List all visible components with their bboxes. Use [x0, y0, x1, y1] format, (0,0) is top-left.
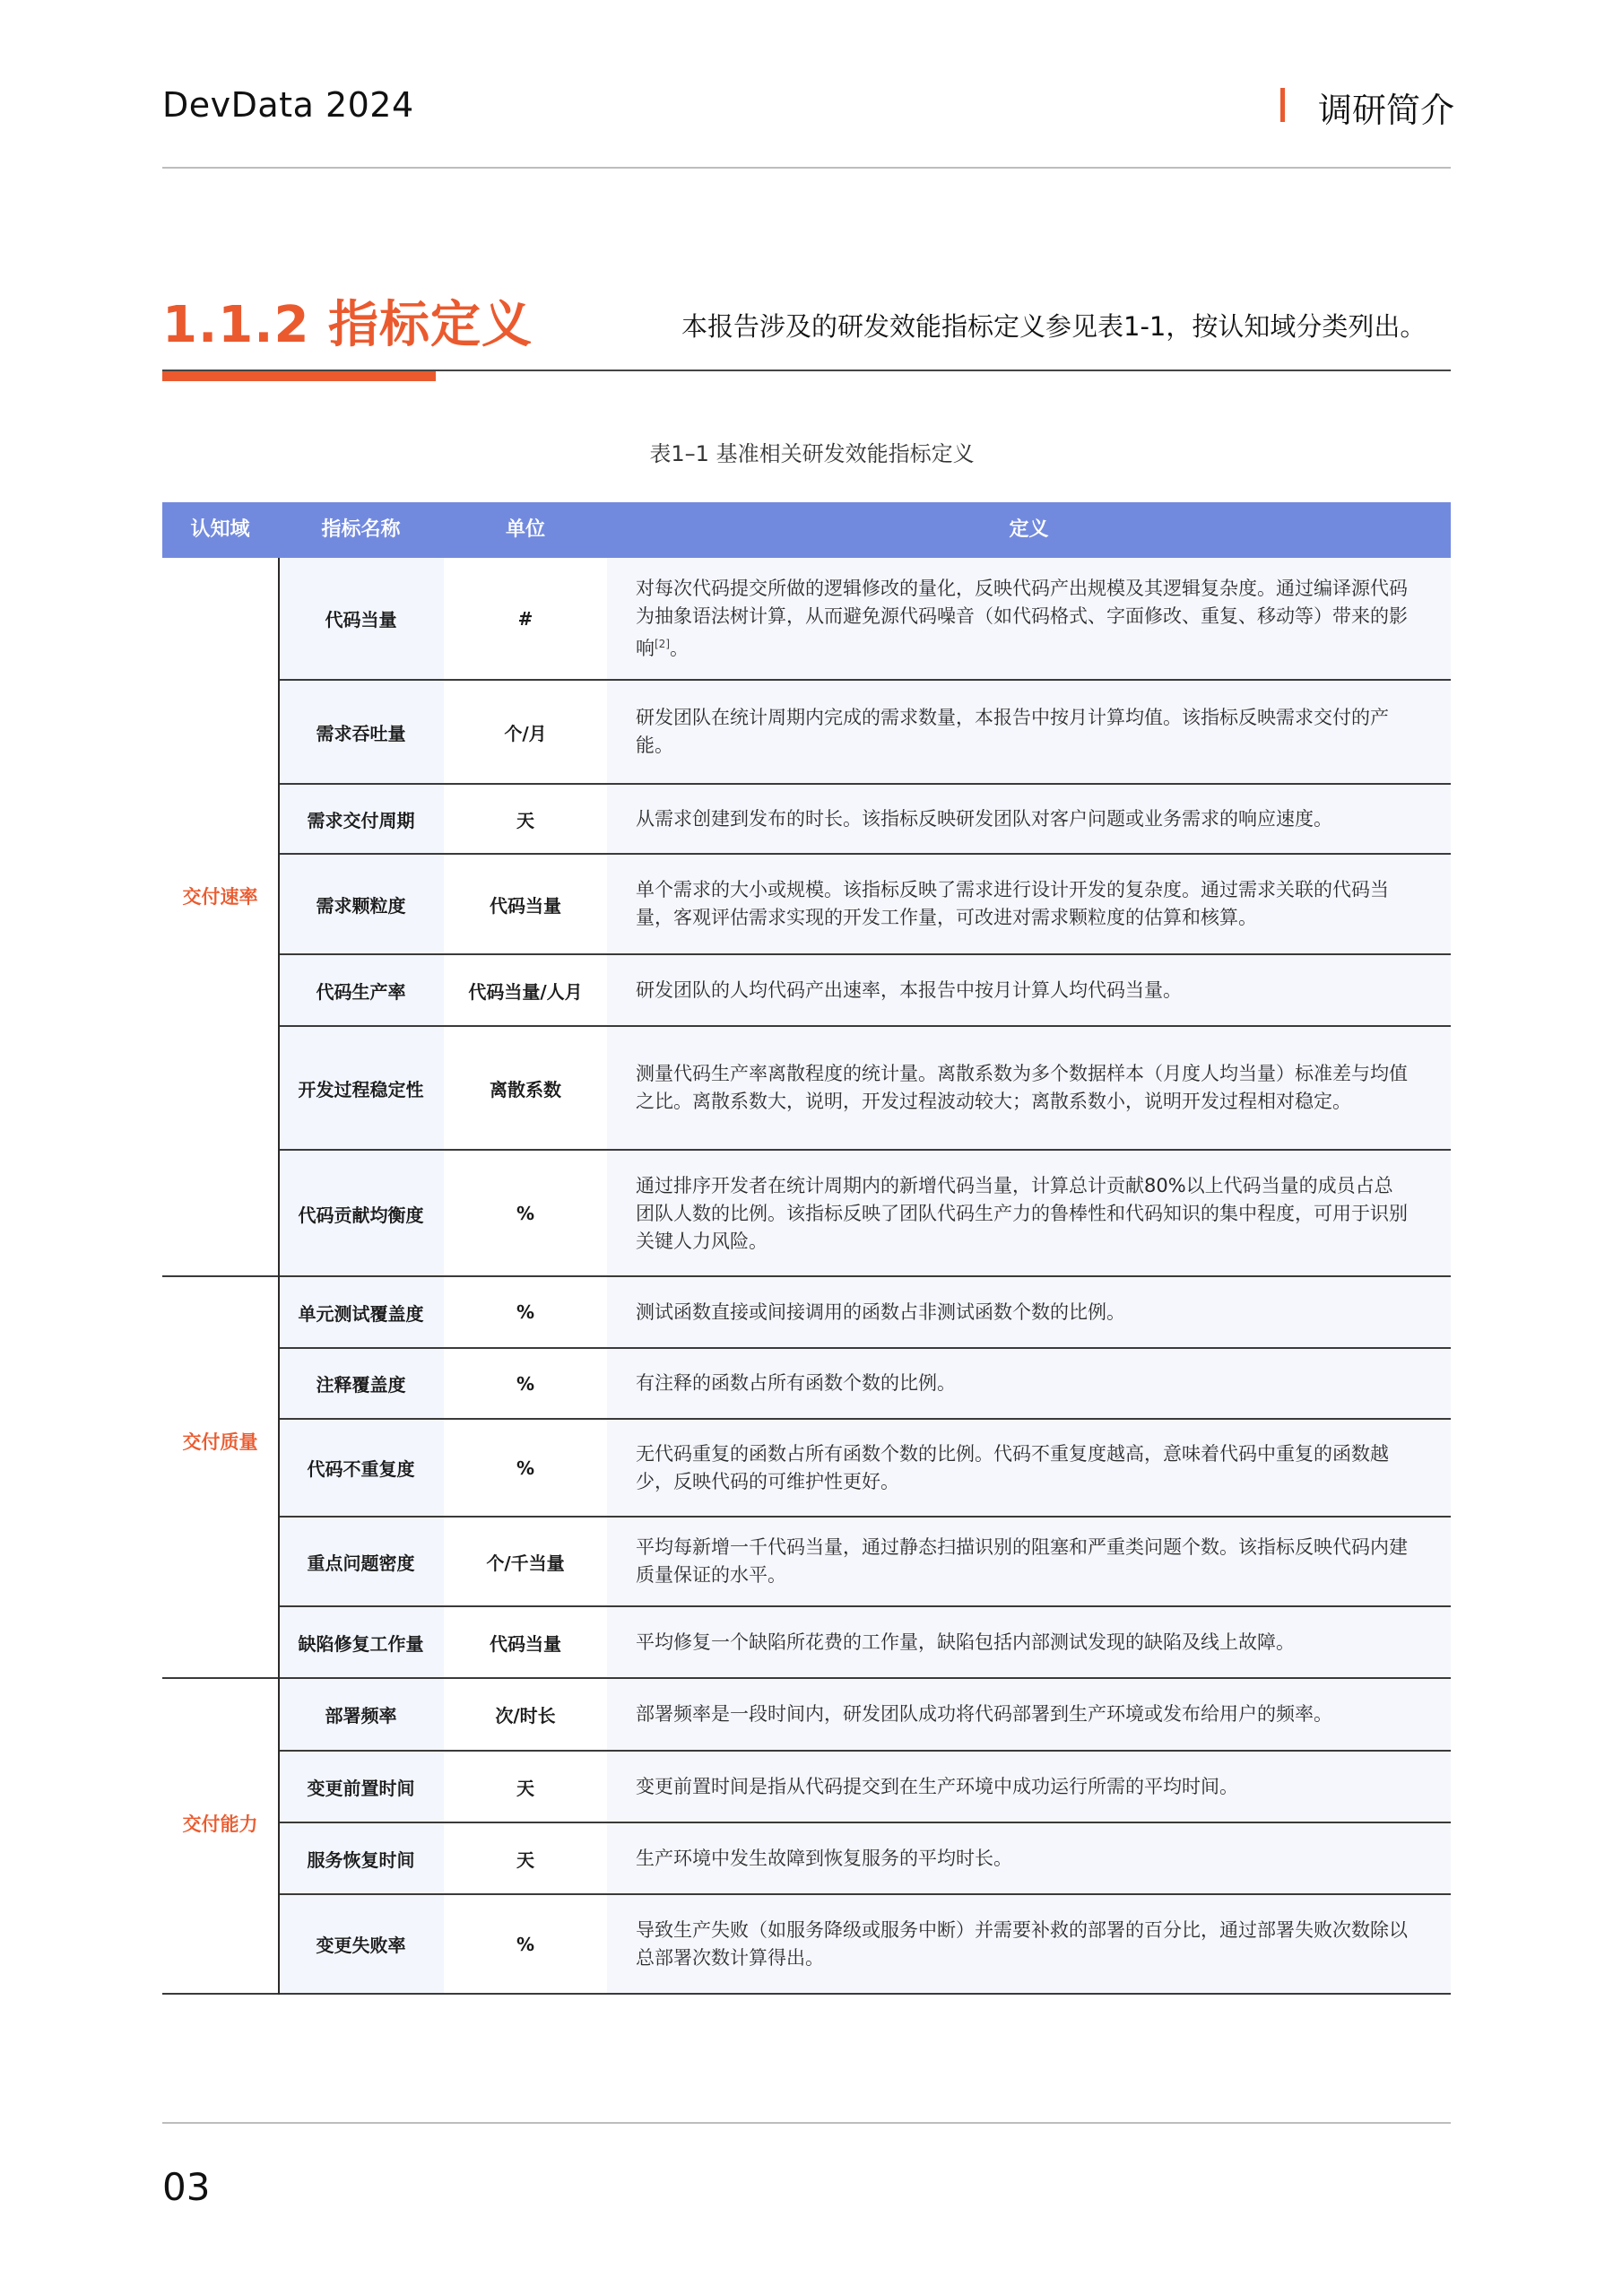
- metric-unit: 天: [444, 1823, 607, 1893]
- metric-unit: 代码当量: [444, 1607, 607, 1678]
- metric-unit: %: [444, 1895, 607, 1993]
- metric-name: 服务恢复时间: [278, 1823, 444, 1893]
- header-accent-bar: [1280, 88, 1285, 122]
- metric-name: 缺陷修复工作量: [278, 1607, 444, 1678]
- metric-unit: 天: [444, 785, 607, 853]
- metric-name: 代码不重复度: [278, 1420, 444, 1516]
- table-row: [278, 783, 1451, 853]
- table-row: [278, 953, 1451, 1025]
- footer-divider: [162, 2122, 1451, 2124]
- table-row: [278, 679, 1451, 783]
- table-row: [278, 558, 1451, 679]
- metric-definition: 部署频率是一段时间内，研发团队成功将代码部署到生产环境或发布给用户的频率。: [607, 1679, 1451, 1750]
- metric-definition: 测试函数直接或间接调用的函数占非测试函数个数的比例。: [607, 1277, 1451, 1347]
- domain-label-delivery-capability: [162, 1678, 278, 1993]
- column-header-unit: 单位: [505, 518, 545, 541]
- metric-unit: %: [444, 1151, 607, 1276]
- metric-name: 代码生产率: [278, 955, 444, 1025]
- metric-unit: 次/时长: [444, 1679, 607, 1750]
- table-row: [278, 1277, 1451, 1347]
- definition-text: 对每次代码提交所做的逻辑修改的量化，反映代码产出规模及其逻辑复杂度。通过编译源代码为抽象语法树计算，从而避免源代码噪音（如代码格式、字面修改、重复、移动等）带来的影响: [636, 577, 1408, 659]
- domain-label-text: 交付质量: [182, 1431, 258, 1453]
- metric-definition: 测量代码生产率离散程度的统计量。离散系数为多个数据样本（月度人均当量）标准差与均值之比。离散系数大，说明，开发过程波动较大；离散系数小，说明开发过程相对稳定。: [607, 1027, 1451, 1149]
- metric-definition: [607, 558, 1451, 679]
- page-number: 03: [162, 2165, 211, 2209]
- metric-definition: 平均修复一个缺陷所花费的工作量，缺陷包括内部测试发现的缺陷及线上故障。: [607, 1607, 1451, 1678]
- metric-name: 需求颗粒度: [278, 855, 444, 953]
- table-row: [278, 1750, 1451, 1822]
- metric-name: 代码当量: [278, 558, 444, 679]
- table-row: [278, 1347, 1451, 1418]
- metric-unit: %: [444, 1349, 607, 1418]
- table-row: [278, 1516, 1451, 1605]
- metric-unit: 天: [444, 1752, 607, 1822]
- metric-unit: %: [444, 1420, 607, 1516]
- metric-unit: 代码当量: [444, 855, 607, 953]
- header-divider: [162, 167, 1451, 169]
- column-header-metric-name: 指标名称: [321, 518, 401, 541]
- metric-unit: 离散系数: [444, 1027, 607, 1149]
- definition-tail: 。: [670, 637, 689, 659]
- metric-unit: %: [444, 1277, 607, 1347]
- metric-name: 单元测试覆盖度: [278, 1277, 444, 1347]
- table-row: [278, 1149, 1451, 1276]
- column-header-domain: 认知域: [190, 518, 250, 541]
- domain-label-delivery-quality: [162, 1276, 278, 1605]
- metric-name: 注释覆盖度: [278, 1349, 444, 1418]
- report-title: DevData 2024: [162, 85, 414, 125]
- metric-definition: 研发团队的人均代码产出速率，本报告中按月计算人均代码当量。: [607, 955, 1451, 1025]
- table-row: [278, 1822, 1451, 1893]
- table-header: [162, 502, 1451, 558]
- metric-unit: #: [444, 558, 607, 679]
- metric-name: 需求吞吐量: [278, 681, 444, 783]
- table-row: [278, 1605, 1451, 1678]
- metric-definition: 导致生产失败（如服务降级或服务中断）并需要补救的部署的百分比，通过部署失败次数除以总部署次数计算得出。: [607, 1895, 1451, 1993]
- metric-name: 重点问题密度: [278, 1518, 444, 1605]
- metric-definition: 研发团队在统计周期内完成的需求数量，本报告中按月计算均值。该指标反映需求交付的产能。: [607, 681, 1451, 783]
- table-row: [278, 1025, 1451, 1149]
- metric-name: 开发过程稳定性: [278, 1027, 444, 1149]
- metric-unit: 代码当量/人月: [444, 955, 607, 1025]
- metric-unit: 个/千当量: [444, 1518, 607, 1605]
- metric-definition: 平均每新增一千代码当量，通过静态扫描识别的阻塞和严重类问题个数。该指标反映代码内建质量保证的水平。: [607, 1518, 1451, 1605]
- metric-name: 需求交付周期: [278, 785, 444, 853]
- section-accent-underline: [162, 371, 436, 381]
- column-header-definition: 定义: [1009, 518, 1049, 541]
- metric-definition: 通过排序开发者在统计周期内的新增代码当量，计算总计贡献80%以上代码当量的成员占总团队人数的比例。该指标反映了团队代码生产力的鲁棒性和代码知识的集中程度，可用于识别关键人力风险。: [607, 1151, 1451, 1276]
- table-caption-text: 表1–1 基准相关研发效能指标定义: [649, 441, 975, 466]
- metric-name: 部署频率: [278, 1679, 444, 1750]
- metric-definition: 变更前置时间是指从代码提交到在生产环境中成功运行所需的平均时间。: [607, 1752, 1451, 1822]
- metric-definition: 有注释的函数占所有函数个数的比例。: [607, 1349, 1451, 1418]
- metric-name: 代码贡献均衡度: [278, 1151, 444, 1276]
- table-row: [278, 1679, 1451, 1750]
- domain-label-text: 交付速率: [182, 885, 258, 908]
- table-row: [278, 853, 1451, 953]
- metric-name: 变更前置时间: [278, 1752, 444, 1822]
- domain-column-divider: [278, 558, 280, 1995]
- table-row: [278, 1418, 1451, 1516]
- table-caption: [0, 436, 1622, 467]
- table-bottom-rule: [162, 1993, 1451, 1995]
- citation-ref: [2]: [655, 637, 670, 650]
- section-title: 1.1.2 指标定义: [162, 296, 533, 354]
- domain-label-delivery-speed: [162, 558, 278, 1276]
- domain-label-text: 交付能力: [182, 1813, 258, 1835]
- metric-definition: 生产环境中发生故障到恢复服务的平均时长。: [607, 1823, 1451, 1893]
- table-row: [278, 1893, 1451, 1993]
- metric-name: 变更失败率: [278, 1895, 444, 1993]
- metric-definition: 单个需求的大小或规模。该指标反映了需求进行设计开发的复杂度。通过需求关联的代码当量，客观评估需求实现的开发工作量，可改进对需求颗粒度的估算和核算。: [607, 855, 1451, 953]
- metric-definition: 无代码重复的函数占所有函数个数的比例。代码不重复度越高，意味着代码中重复的函数越少，反映代码的可维护性更好。: [607, 1420, 1451, 1516]
- metric-unit: 个/月: [444, 681, 607, 783]
- section-description: 本报告涉及的研发效能指标定义参见表1-1，按认知域分类列出。: [681, 311, 1427, 342]
- chapter-title: 调研简介: [1318, 91, 1455, 130]
- metric-definition: 从需求创建到发布的时长。该指标反映研发团队对客户问题或业务需求的响应速度。: [607, 785, 1451, 853]
